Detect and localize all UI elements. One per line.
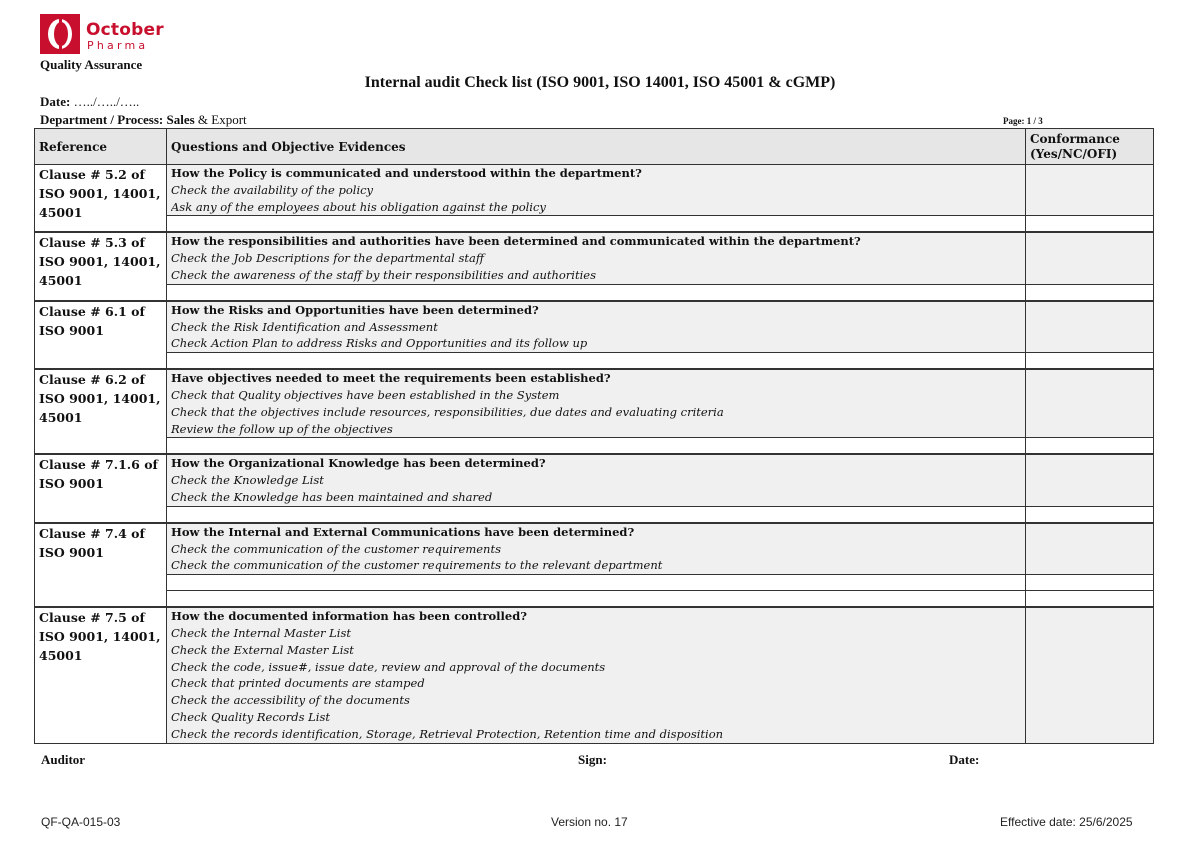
notes-cell[interactable]	[167, 353, 1026, 369]
objective-evidence: Check that printed documents are stamped	[171, 676, 425, 691]
audit-question: Have objectives needed to meet the requirements been established?	[171, 371, 611, 386]
notes-cell[interactable]	[167, 575, 1026, 591]
clause-reference-line: 45001	[39, 410, 83, 426]
question-cell	[167, 608, 1026, 743]
checklist-row	[35, 523, 1154, 574]
conformance-cell[interactable]	[1026, 370, 1154, 438]
department-process-line	[40, 112, 247, 128]
conformance-subtitle: (Yes/NC/OFI)	[1030, 146, 1118, 161]
clause-reference-line: 45001	[39, 205, 83, 220]
auditor-label: Auditor	[41, 752, 86, 767]
notes-conformance-cell[interactable]	[1026, 438, 1154, 454]
clause-reference	[35, 370, 167, 454]
notes-cell[interactable]	[167, 216, 1026, 232]
clause-reference	[35, 301, 167, 368]
col-conformance-header	[1026, 129, 1154, 165]
clause-reference-line: ISO 9001, 14001,	[39, 629, 161, 645]
page-number: Page: 1 / 3	[1003, 116, 1043, 126]
objective-evidence: Check that the objectives include resources, responsibilities, due dates and evaluating criteria	[171, 404, 724, 419]
clause-reference-line: ISO 9001	[39, 476, 104, 492]
question-cell	[167, 523, 1026, 574]
question-cell	[167, 370, 1026, 438]
notes-conformance-cell[interactable]	[1026, 575, 1154, 591]
clause-reference-line: ISO 9001	[39, 322, 104, 338]
col-reference-header: Reference	[35, 129, 167, 165]
clause-reference-line: Clause # 6.2 of	[39, 372, 145, 388]
clause-reference	[35, 233, 167, 300]
conformance-cell[interactable]	[1026, 233, 1154, 284]
notes-cell[interactable]	[167, 284, 1026, 300]
checklist-row	[35, 165, 1154, 216]
notes-row	[35, 591, 1154, 607]
audit-question: How the responsibilities and authorities have been determined and communicated within the department?	[171, 234, 861, 249]
checklist-row	[35, 455, 1154, 506]
notes-conformance-cell[interactable]	[1026, 506, 1154, 522]
objective-evidence: Check the Internal Master List	[171, 625, 351, 640]
effective-date: Effective date: 25/6/2025	[1000, 815, 1133, 829]
clause-reference	[35, 608, 167, 743]
clause-reference-line: 45001	[39, 273, 83, 289]
question-cell	[167, 233, 1026, 284]
notes-row	[35, 353, 1154, 369]
clause-reference-line: Clause # 7.1.6 of	[39, 457, 158, 473]
notes-cell[interactable]	[167, 506, 1026, 522]
clause-reference	[35, 165, 167, 232]
objective-evidence: Check the availability of the policy	[171, 182, 374, 197]
sign-label: Sign:	[578, 752, 607, 767]
objective-evidence: Ask any of the employees about his obligation against the policy	[171, 199, 546, 214]
clause-reference-line: Clause # 6.1 of	[39, 303, 145, 319]
document-title: Internal audit Check list (ISO 9001, ISO 14001, ISO 45001 & cGMP)	[364, 74, 836, 91]
clause-reference-line: Clause # 5.2 of	[39, 167, 145, 182]
date-label: Date:	[40, 94, 71, 109]
audit-question: How the Policy is communicated and understood within the department?	[171, 166, 642, 180]
notes-row	[35, 575, 1154, 591]
notes-conformance-cell[interactable]	[1026, 591, 1154, 607]
objective-evidence: Check the code, issue#, issue date, review and approval of the documents	[171, 659, 606, 674]
clause-reference-line: Clause # 7.4 of	[39, 525, 145, 541]
notes-row	[35, 438, 1154, 454]
conformance-cell[interactable]	[1026, 523, 1154, 574]
objective-evidence: Check the Risk Identification and Assessment	[171, 319, 438, 334]
checklist-row	[35, 301, 1154, 352]
audit-question: How the documented information has been controlled?	[171, 609, 528, 624]
objective-evidence: Check the Job Descriptions for the departmental staff	[171, 251, 484, 266]
table-header-row	[35, 129, 1154, 165]
clause-reference-line: ISO 9001, 14001,	[39, 254, 161, 270]
question-cell	[167, 455, 1026, 506]
clause-reference-line: ISO 9001, 14001,	[39, 186, 161, 201]
date-line	[40, 94, 139, 110]
clause-reference-line: 45001	[39, 648, 83, 664]
company-logo	[40, 14, 164, 58]
notes-conformance-cell[interactable]	[1026, 353, 1154, 369]
notes-row	[35, 284, 1154, 300]
audit-question: How the Internal and External Communications have been determined?	[171, 524, 635, 539]
objective-evidence: Review the follow up of the objectives	[171, 421, 393, 436]
objective-evidence: Check the communication of the customer requirements to the relevant department	[171, 558, 663, 573]
objective-evidence: Check the Knowledge has been maintained and shared	[171, 489, 493, 504]
audit-checklist-table	[34, 128, 1154, 744]
audit-question: How the Organizational Knowledge has been determined?	[171, 456, 546, 471]
dept-value-sales: Sales	[166, 112, 195, 127]
conformance-cell[interactable]	[1026, 608, 1154, 743]
conformance-cell[interactable]	[1026, 301, 1154, 352]
form-code: QF-QA-015-03	[41, 815, 121, 829]
notes-conformance-cell[interactable]	[1026, 284, 1154, 300]
conformance-cell[interactable]	[1026, 165, 1154, 216]
checklist-row	[35, 370, 1154, 438]
question-cell	[167, 301, 1026, 352]
clause-reference	[35, 523, 167, 606]
objective-evidence: Check the communication of the customer requirements	[171, 541, 501, 556]
clause-reference-line: Clause # 7.5 of	[39, 610, 145, 626]
conformance-title: Conformance	[1030, 131, 1120, 146]
clause-reference-line: ISO 9001	[39, 544, 104, 560]
objective-evidence: Check the accessibility of the documents	[171, 693, 410, 708]
notes-cell[interactable]	[167, 438, 1026, 454]
brand-subname: Pharma	[87, 39, 149, 52]
notes-conformance-cell[interactable]	[1026, 216, 1154, 232]
question-cell	[167, 165, 1026, 216]
notes-cell[interactable]	[167, 591, 1026, 607]
conformance-cell[interactable]	[1026, 455, 1154, 506]
october-pharma-logo-icon	[40, 14, 80, 54]
dept-value-export: & Export	[197, 112, 247, 127]
objective-evidence: Check Action Plan to address Risks and Opportunities and its follow up	[171, 336, 588, 351]
dept-label: Department / Process:	[40, 112, 164, 127]
audit-question: How the Risks and Opportunities have been determined?	[171, 302, 539, 317]
objective-evidence: Check the Knowledge List	[171, 473, 324, 488]
clause-reference	[35, 455, 167, 522]
checklist-row	[35, 233, 1154, 284]
objective-evidence: Check Quality Records List	[171, 709, 330, 724]
version-number: Version no. 17	[551, 815, 628, 829]
objective-evidence: Check the records identification, Storage, Retrieval Protection, Retention time and disposition	[171, 726, 724, 741]
col-questions-header: Questions and Objective Evidences	[167, 129, 1026, 165]
objective-evidence: Check the External Master List	[171, 642, 354, 657]
notes-row	[35, 216, 1154, 232]
notes-row	[35, 506, 1154, 522]
clause-reference-line: Clause # 5.3 of	[39, 235, 145, 251]
objective-evidence: Check that Quality objectives have been established in the System	[171, 387, 560, 402]
signature-date-label: Date:	[949, 752, 980, 767]
checklist-row	[35, 608, 1154, 743]
objective-evidence: Check the awareness of the staff by their responsibilities and authorities	[171, 267, 596, 282]
brand-name: October	[86, 20, 164, 40]
clause-reference-line: ISO 9001, 14001,	[39, 391, 161, 407]
department-label: Quality Assurance	[40, 57, 143, 72]
date-value[interactable]: …../…../…..	[73, 94, 140, 109]
